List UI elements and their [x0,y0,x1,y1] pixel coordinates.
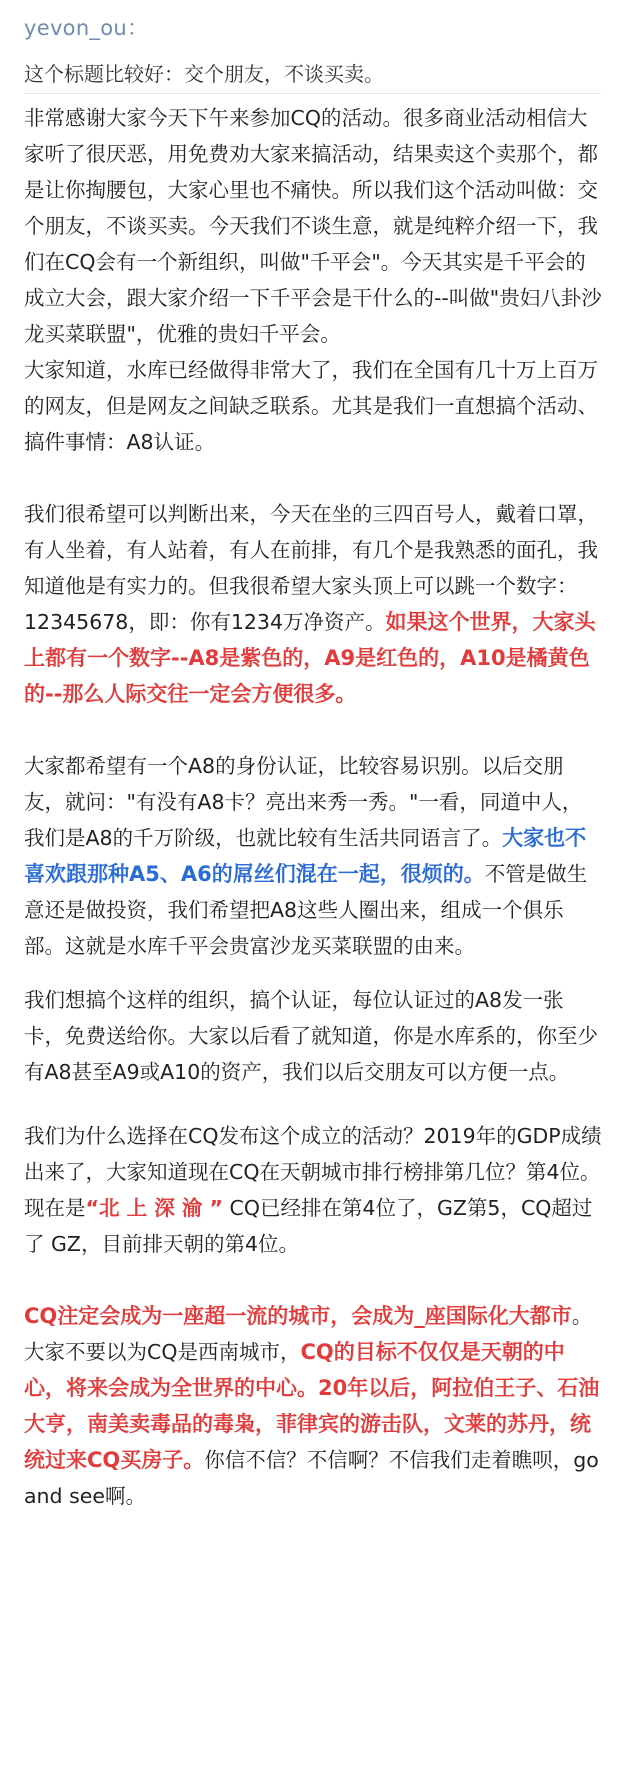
divider [24,93,601,94]
paragraph-3-highlight-red: 如果这个世界，大家头上都有一个数字--A8是紫色的，A9是红色的，A10是橘黄色的--那么人际交往一定会方便很多。 [24,610,596,706]
paragraph-6-text-a: 我们为什么选择在CQ发布这个成立的活动？2019年的GDP成绩出来了，大家知道现在CQ在天朝城市排行榜排第几位？第4位。现在是 [24,1124,602,1220]
paragraph-6-text-b: CQ已经排在第4位了，GZ第5，CQ超过了 GZ，目前排天朝的第4位。 [24,1196,593,1256]
post-subtitle: 这个标题比较好：交个朋友，不谈买卖。 [24,62,384,86]
paragraph-7-text-b: 你信不信？不信啊？不信我们走着瞧呗，go and see啊。 [24,1448,599,1508]
paragraph-3 [24,496,602,712]
paragraph-6 [24,1118,602,1262]
paragraph-5 [24,982,602,1090]
paragraph-4-text-b: 不管是做生意还是做投资，我们希望把A8这些人圈出来，组成一个俱乐部。这就是水库千平会贵富沙龙买菜联盟的由来。 [24,862,588,958]
paragraph-6-city-quote: “北 上 深 渝 ” [85,1196,223,1220]
paragraph-4-highlight-blue: 大家也不喜欢跟那种A5、A6的屌丝们混在一起，很烦的。 [24,826,587,886]
paragraph-2-text: 大家知道，水库已经做得非常大了，我们在全国有几十万上百万的网友，但是网友之间缺乏联系。尤其是我们一直想搞个活动、搞件事情：A8认证。 [24,358,598,454]
paragraph-7-highlight-red-b: CQ的目标不仅仅是天朝的中心，将来会成为全世界的中心。20年以后，阿拉伯王子、石油大亨，南美卖毒品的毒枭，菲律宾的游击队，文莱的苏丹，统统过来CQ买房子。 [24,1340,600,1472]
paragraph-7 [24,1298,602,1514]
paragraph-7-highlight-red-a: CQ注定会成为一座超一流的城市，会成为_座国际化大都市 [24,1304,572,1328]
paragraph-4-text-a: 大家都希望有一个A8的身份认证，比较容易识别。以后交朋友，就问："有没有A8卡？亮出来秀一秀。"一看，同道中人，我们是A8的千万阶级，也就比较有生活共同语言了。 [24,754,583,850]
author-name[interactable]: yevon_ou： [24,16,149,40]
paragraph-2 [24,352,602,460]
paragraph-7-text-a: 。大家不要以为CQ是西南城市， [24,1304,593,1364]
paragraph-4 [24,748,602,964]
paragraph-1-text: 非常感谢大家今天下午来参加CQ的活动。很多商业活动相信大家听了很厌恶，用免费劝大家来搞活动，结果卖这个卖那个，都是让你掏腰包，大家心里也不痛快。所以我们这个活动叫做：交个朋友，不谈买卖。今天我们不谈生意，就是纯粹介绍一下，我们在CQ会有一个新组织，叫做"千平会"。今天其实是千平会的成立大会，跟大家介绍一下千平会是干什么的--叫做"贵妇八卦沙龙买菜联盟"，优雅的贵妇千平会。 [24,106,602,346]
paragraph-1 [24,100,602,352]
article-body [24,100,602,1514]
paragraph-3-text: 我们很希望可以判断出来，今天在坐的三四百号人，戴着口罩，有人坐着，有人站着，有人在前排，有几个是我熟悉的面孔，我知道他是有实力的。但我很希望大家头顶上可以跳一个数字：12345678，即：你有1234万净资产。 [24,502,598,634]
paragraph-5-text: 我们想搞个这样的组织，搞个认证，每位认证过的A8发一张卡，免费送给你。大家以后看了就知道，你是水库系的，你至少有A8甚至A9或A10的资产，我们以后交朋友可以方便一点。 [24,988,598,1084]
